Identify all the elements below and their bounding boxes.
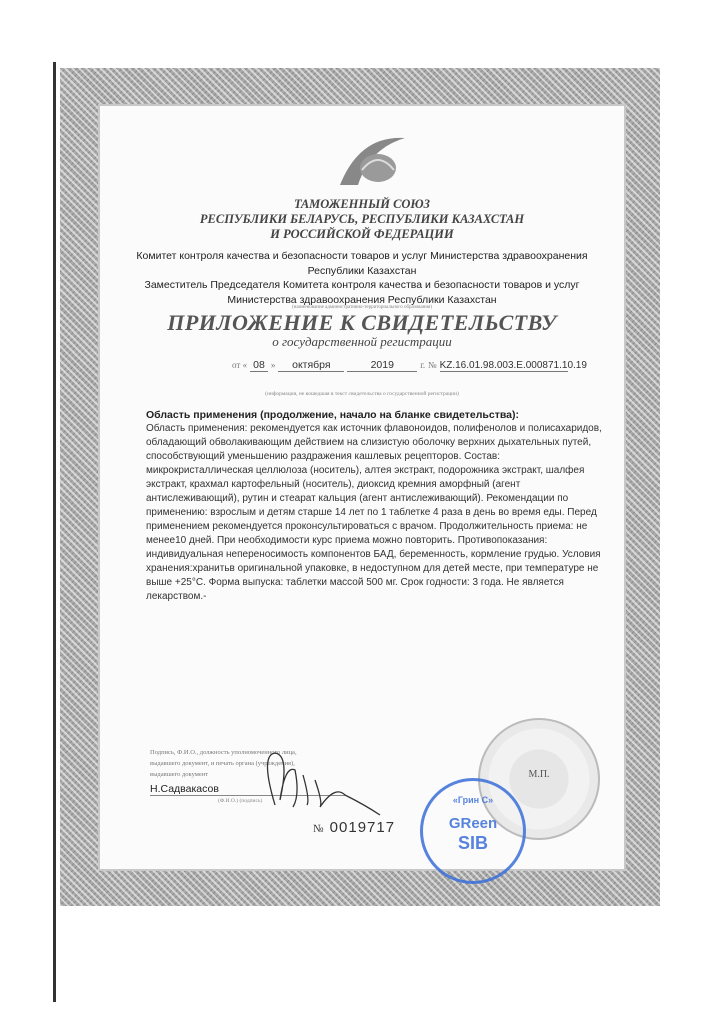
serial-value: 0019717 xyxy=(329,819,396,836)
body-line: способствующий уменьшению раздражения кашлевых рецепторов. Состав: xyxy=(146,451,501,462)
body-line: менее10 дней. При необходимости курс приема можно повторить. Противопоказания: xyxy=(146,535,548,546)
authority-line: Министерства здравоохранения Республики Казахстан xyxy=(227,293,497,306)
section-heading: Область применения (продолжение, начало на бланке свидетельства): xyxy=(146,409,519,421)
stamp-text: «Грин С» xyxy=(452,795,494,805)
registration-number: KZ.16.01.98.003.E.000871.10.19 xyxy=(439,360,587,371)
company-stamp xyxy=(420,778,526,884)
body-line: индивидуальная непереносимость компонентов БАД, беременность, кормление грудью. Условия xyxy=(146,549,601,560)
document-subtitle: о государственной регистрации xyxy=(272,334,452,349)
date-mid: » xyxy=(270,360,276,370)
stamp-text: GReen xyxy=(448,815,498,832)
stamp-text: SIB xyxy=(457,833,488,853)
date-day: 08 xyxy=(250,359,268,372)
authority-caption: (наименование административно-территориального образования) xyxy=(291,305,432,310)
date-g: г. xyxy=(420,360,426,370)
application-section xyxy=(146,408,608,604)
body-line: антислеживающий), рутин и стеарат кальция (агент антислеживающий). Рекомендации по xyxy=(146,493,569,504)
union-line: И РОССИЙСКОЙ ФЕДЕРАЦИИ xyxy=(270,227,454,241)
body-line: Область применения: рекомендуется как источник флавоноидов, полифенолов и полисахаридов, xyxy=(146,423,602,434)
scan-edge xyxy=(53,62,56,1002)
document-title: ПРИЛОЖЕНИЕ К СВИДЕТЕЛЬСТВУ xyxy=(167,310,557,335)
date-month: октября xyxy=(278,359,344,372)
caption-line: Подпись, Ф.И.О., должность уполномоченного лица, xyxy=(150,749,297,756)
union-line: ТАМОЖЕННЫЙ СОЮЗ xyxy=(294,197,430,211)
customs-union-emblem xyxy=(330,130,410,195)
body-line: обладающий обволакивающим действием на слизистую оболочку верхних дыхательных путей, xyxy=(146,437,592,448)
union-title xyxy=(100,197,624,242)
date-prefix: от « xyxy=(232,360,248,370)
body-line: экстракт, крахмал картофельный (носитель), диоксид кремния аморфный (агент xyxy=(146,479,521,490)
caption-line: выдавшего документ xyxy=(150,771,209,778)
form-serial-number xyxy=(313,819,395,836)
registration-date-line xyxy=(232,359,587,372)
handwritten-signature xyxy=(255,745,385,825)
issuing-authority xyxy=(100,249,624,307)
authority-line: Заместитель Председателя Комитета контроля качества и безопасности товаров и услуг xyxy=(144,279,580,291)
body-line: выше +25°С. Форма выпуска: таблетки массой 500 мг. Срок годности: 3 года. Не является xyxy=(146,577,564,588)
authority-line: Комитет контроля качества и безопасности товаров и услуг Министерства здравоохранения xyxy=(136,250,588,262)
signatory-name: Н.Садвакасов xyxy=(150,783,345,796)
authority-line: Республики Казахстан xyxy=(307,264,417,277)
name-caption: (Ф.И.О.) (подпись) xyxy=(218,798,263,804)
body-line: хранения:хранитьв оригинальной упаковке, в недоступном для детей месте, при температуре не xyxy=(146,563,599,574)
body-line: применению: взрослым и детям старше 14 лет по 1 таблетке 4 раза в день во время еды. Перед xyxy=(146,507,597,518)
info-caption: (информация, не вошедшая в текст свидетельства о государственной регистрации) xyxy=(265,391,459,397)
serial-prefix: № xyxy=(313,823,325,835)
number-sign: № xyxy=(428,360,437,370)
date-year: 2019 xyxy=(347,359,417,372)
seal-label: М.П. xyxy=(528,769,550,780)
body-line: лекарством.- xyxy=(146,591,207,602)
body-line: микрокристаллическая целлюлоза (носитель), алтея экстракт, подорожника экстракт, шалфея xyxy=(146,465,585,476)
union-line: РЕСПУБЛИКИ БЕЛАРУСЬ, РЕСПУБЛИКИ КАЗАХСТАН xyxy=(199,212,525,226)
caption-line: выдавшего документ, и печать органа (учреждения), xyxy=(150,760,295,767)
body-line: применением рекомендуется проконсультироваться с врачом. Продолжительность приема: не xyxy=(146,521,588,532)
section-text xyxy=(146,422,608,604)
